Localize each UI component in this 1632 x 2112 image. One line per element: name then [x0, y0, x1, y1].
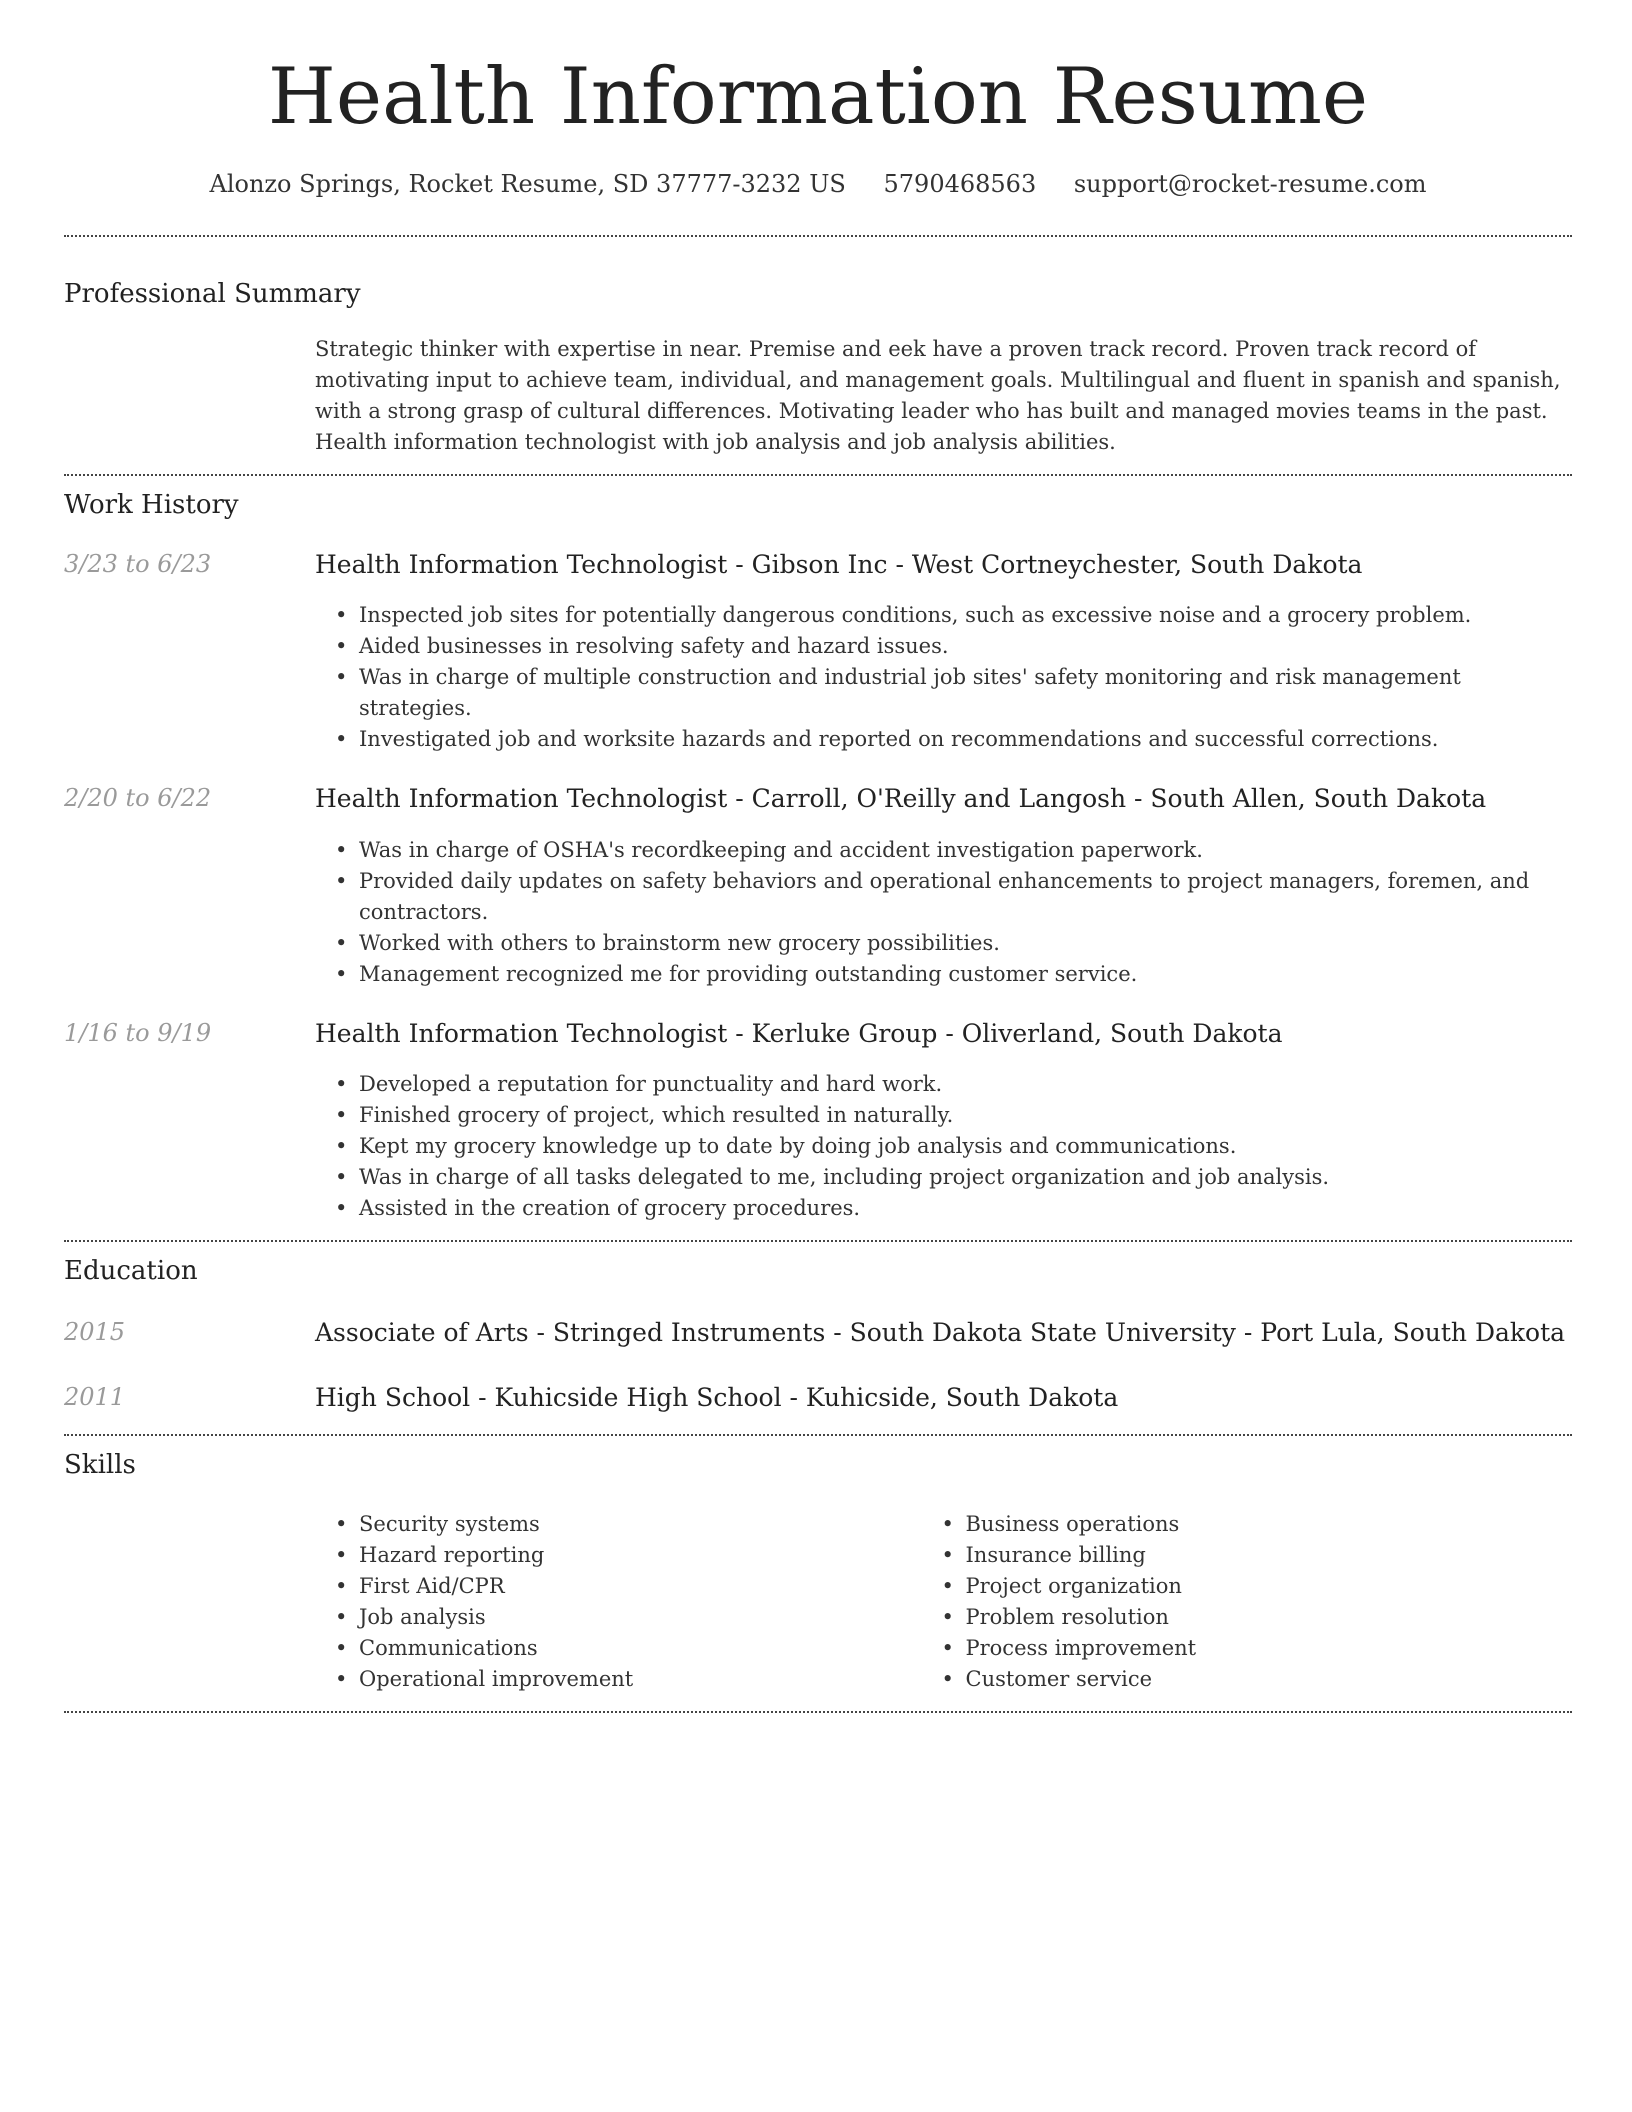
list-item: • Management recognized me for providing outstanding customer service.: [359, 959, 1569, 990]
divider: [64, 235, 1572, 237]
job-bullets: [359, 835, 1569, 990]
list-item: • Job analysis: [359, 1602, 966, 1633]
list-item: • Hazard reporting: [359, 1540, 966, 1571]
skills-heading: Skills: [64, 1449, 136, 1480]
education-year: 2011: [64, 1383, 126, 1412]
education-year: 2015: [64, 1318, 126, 1347]
list-item: • Was in charge of all tasks delegated to me, including project organization and job analysis.: [359, 1162, 1569, 1193]
list-item: • Developed a reputation for punctuality and hard work.: [359, 1069, 1569, 1100]
divider: [64, 1711, 1572, 1713]
job-headline: Health Information Technologist - Carroll, O'Reilly and Langosh - South Allen, South Dakota: [315, 784, 1487, 814]
list-item: • Insurance billing: [966, 1540, 1573, 1571]
summary-heading: Professional Summary: [64, 278, 361, 309]
contact-address: Alonzo Springs, Rocket Resume, SD 37777-3232 US: [209, 170, 846, 198]
contact-phone: 5790468563: [883, 170, 1037, 198]
education-entry: [64, 1317, 1572, 1348]
education-heading: Education: [64, 1255, 198, 1286]
contact-line: [64, 170, 1572, 199]
list-item: • Kept my grocery knowledge up to date by doing job analysis and communications.: [359, 1131, 1569, 1162]
list-item: • Provided daily updates on safety behaviors and operational enhancements to project managers, foremen, and contractors.: [359, 866, 1569, 928]
skills-column-left: [359, 1509, 966, 1695]
list-item: • Aided businesses in resolving safety and hazard issues.: [359, 631, 1569, 662]
contact-email: support@rocket-resume.com: [1073, 170, 1427, 198]
list-item: • Security systems: [359, 1509, 966, 1540]
skills-column-right: [966, 1509, 1573, 1695]
divider: [64, 1240, 1572, 1242]
job-headline: Health Information Technologist - Gibson Inc - West Cortneychester, South Dakota: [315, 550, 1363, 580]
list-item: • Inspected job sites for potentially dangerous conditions, such as excessive noise and a grocery problem.: [359, 600, 1569, 631]
divider: [64, 1434, 1572, 1436]
job-dates: 2/20 to 6/22: [64, 784, 212, 813]
divider: [64, 474, 1572, 476]
list-item: • Communications: [359, 1633, 966, 1664]
work-history-heading: Work History: [64, 489, 239, 520]
resume-title: Health Information Resume: [267, 52, 1369, 142]
job-bullets: [359, 1069, 1569, 1224]
job-entry: [64, 549, 1572, 755]
list-item: • Worked with others to brainstorm new grocery possibilities.: [359, 928, 1569, 959]
job-dates: 3/23 to 6/23: [64, 550, 212, 579]
list-item: • Was in charge of OSHA's recordkeeping and accident investigation paperwork.: [359, 835, 1569, 866]
list-item: • First Aid/CPR: [359, 1571, 966, 1602]
job-headline: Health Information Technologist - Kerluke Group - Oliverland, South Dakota: [315, 1018, 1283, 1048]
education-headline: High School - Kuhicside High School - Kuhicside, South Dakota: [315, 1383, 1119, 1413]
list-item: • Business operations: [966, 1509, 1573, 1540]
education-entry: [64, 1382, 1572, 1413]
education-headline: Associate of Arts - Stringed Instruments - South Dakota State University - Port Lula, South Dakota: [315, 1318, 1566, 1348]
list-item: • Customer service: [966, 1664, 1573, 1695]
list-item: • Problem resolution: [966, 1602, 1573, 1633]
job-bullets: [359, 600, 1569, 755]
skills-list: [359, 1509, 1572, 1695]
list-item: • Operational improvement: [359, 1664, 966, 1695]
job-dates: 1/16 to 9/19: [64, 1018, 212, 1047]
list-item: • Was in charge of multiple construction and industrial job sites' safety monitoring and risk management strategies.: [359, 662, 1569, 724]
list-item: • Process improvement: [966, 1633, 1573, 1664]
list-item: • Finished grocery of project, which resulted in naturally.: [359, 1100, 1569, 1131]
list-item: • Assisted in the creation of grocery procedures.: [359, 1193, 1569, 1224]
resume-page: [64, 0, 1572, 1713]
list-item: • Project organization: [966, 1571, 1573, 1602]
summary-text: Strategic thinker with expertise in near. Premise and eek have a proven track record. Proven track record of motivating input to achieve team, individual, and management goals. Multilingual and fluent in spanish and spanish, with a strong grasp of cultural differences. Motivating leader who has built and managed movies teams in the past. Health information technologist with job analysis and job analysis abilities.: [315, 336, 1561, 454]
job-entry: [64, 783, 1572, 989]
job-entry: [64, 1018, 1572, 1224]
list-item: • Investigated job and worksite hazards and reported on recommendations and successful corrections.: [359, 724, 1569, 755]
